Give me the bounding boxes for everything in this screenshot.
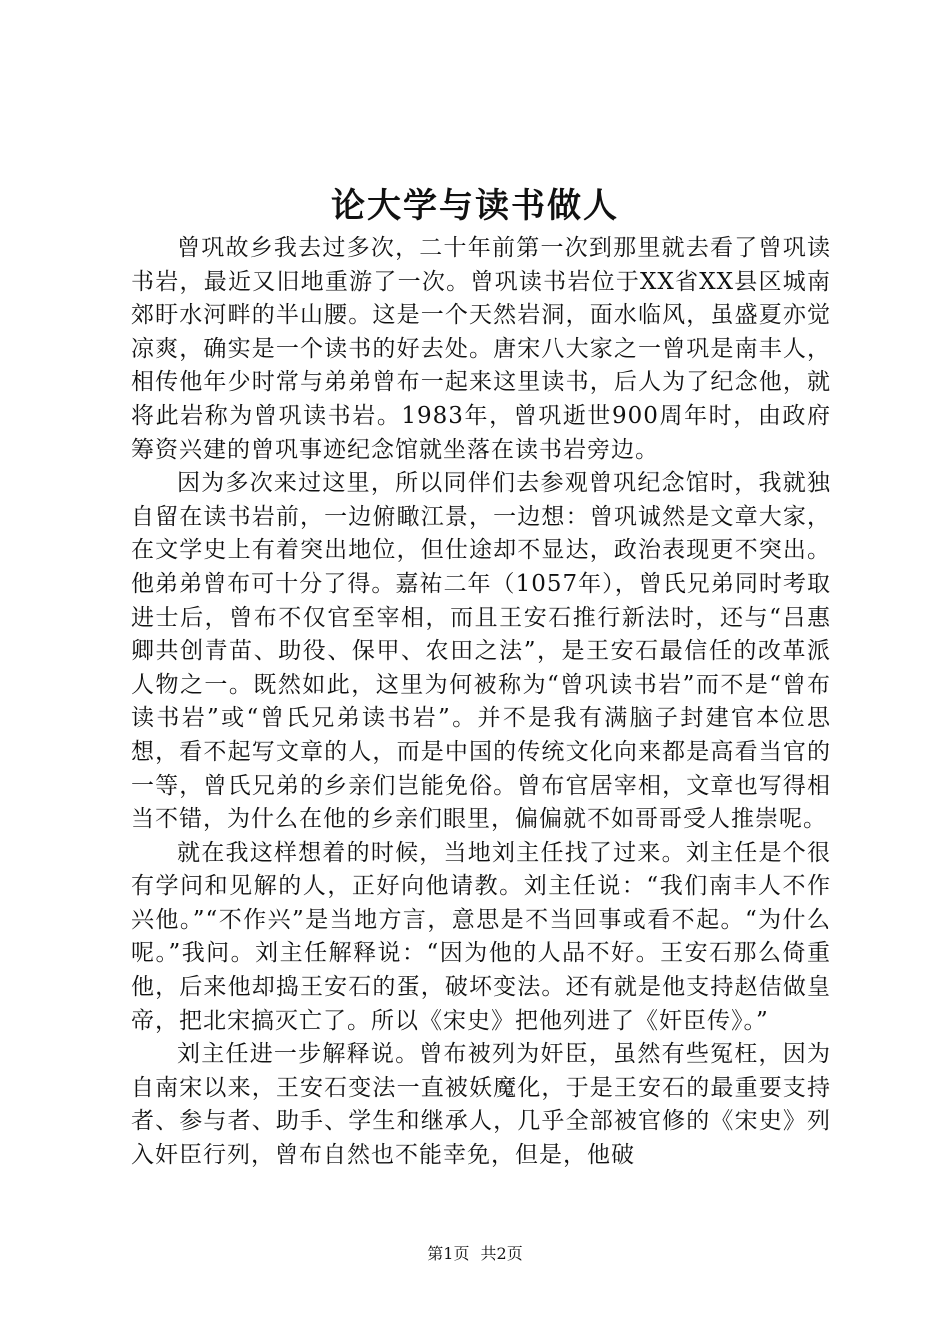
paragraph-4: 刘主任进一步解释说。曾布被列为奸臣，虽然有些冤枉，因为自南宋以来，王安石变法一直被妖魔化，于是王安石的最重要支持者、参与者、助手、学生和继承人，几乎全部被官修的《宋史》列入奸臣行列，曾布自然也不能幸免，但是，他破 bbox=[131, 1041, 831, 1169]
page-number: 第1页 bbox=[427, 1244, 470, 1263]
document-body bbox=[131, 232, 831, 1173]
paragraph-1: 曾巩故乡我去过多次，二十年前第一次到那里就去看了曾巩读书岩，最近又旧地重游了一次。曾巩读书岩位于XX省XX县区城南郊盱水河畔的半山腰。这是一个天然岩洞，面水临风，虽盛夏亦觉凉爽，确实是一个读书的好去处。唐宋八大家之一曾巩是南丰人，相传他年少时常与弟弟曾布一起来这里读书，后人为了纪念他，就将此岩称为曾巩读书岩。1983年，曾巩逝世900周年时，由政府筹资兴建的曾巩事迹纪念馆就坐落在读书岩旁边。 bbox=[131, 235, 831, 463]
paragraph-3: 就在我这样想着的时候，当地刘主任找了过来。刘主任是个很有学问和见解的人，正好向他请教。刘主任说：“我们南丰人不作兴他。”“不作兴”是当地方言，意思是不当回事或看不起。“为什么呢。”我问。刘主任解释说：“因为他的人品不好。王安石那么倚重他，后来他却捣王安石的蛋，破坏变法。还有就是他支持赵佶做皇帝，把北宋搞灭亡了。所以《宋史》把他列进了《奸臣传》。” bbox=[131, 839, 831, 1034]
page-total: 共2页 bbox=[480, 1244, 523, 1263]
page-footer bbox=[0, 1244, 950, 1264]
document-title: 论大学与读书做人 bbox=[331, 186, 619, 226]
paragraph-2: 因为多次来过这里，所以同伴们去参观曾巩纪念馆时，我就独自留在读书岩前，一边俯瞰江景，一边想：曾巩诚然是文章大家，在文学史上有着突出地位，但仕途却不显达，政治表现更不突出。他弟弟曾布可十分了得。嘉祐二年（1057年），曾氏兄弟同时考取进士后，曾布不仅官至宰相，而且王安石推行新法时，还与“吕惠卿共创青苗、助役、保甲、农田之法”，是王安石最信任的改革派人物之一。既然如此，这里为何被称为“曾巩读书岩”而不是“曾布读书岩”或“曾氏兄弟读书岩”。并不是我有满脑子封建官本位思想，看不起写文章的人，而是中国的传统文化向来都是高看当官的一等，曾氏兄弟的乡亲们岂能免俗。曾布官居宰相，文章也写得相当不错，为什么在他的乡亲们眼里，偏偏就不如哥哥受人推崇呢。 bbox=[131, 470, 831, 833]
